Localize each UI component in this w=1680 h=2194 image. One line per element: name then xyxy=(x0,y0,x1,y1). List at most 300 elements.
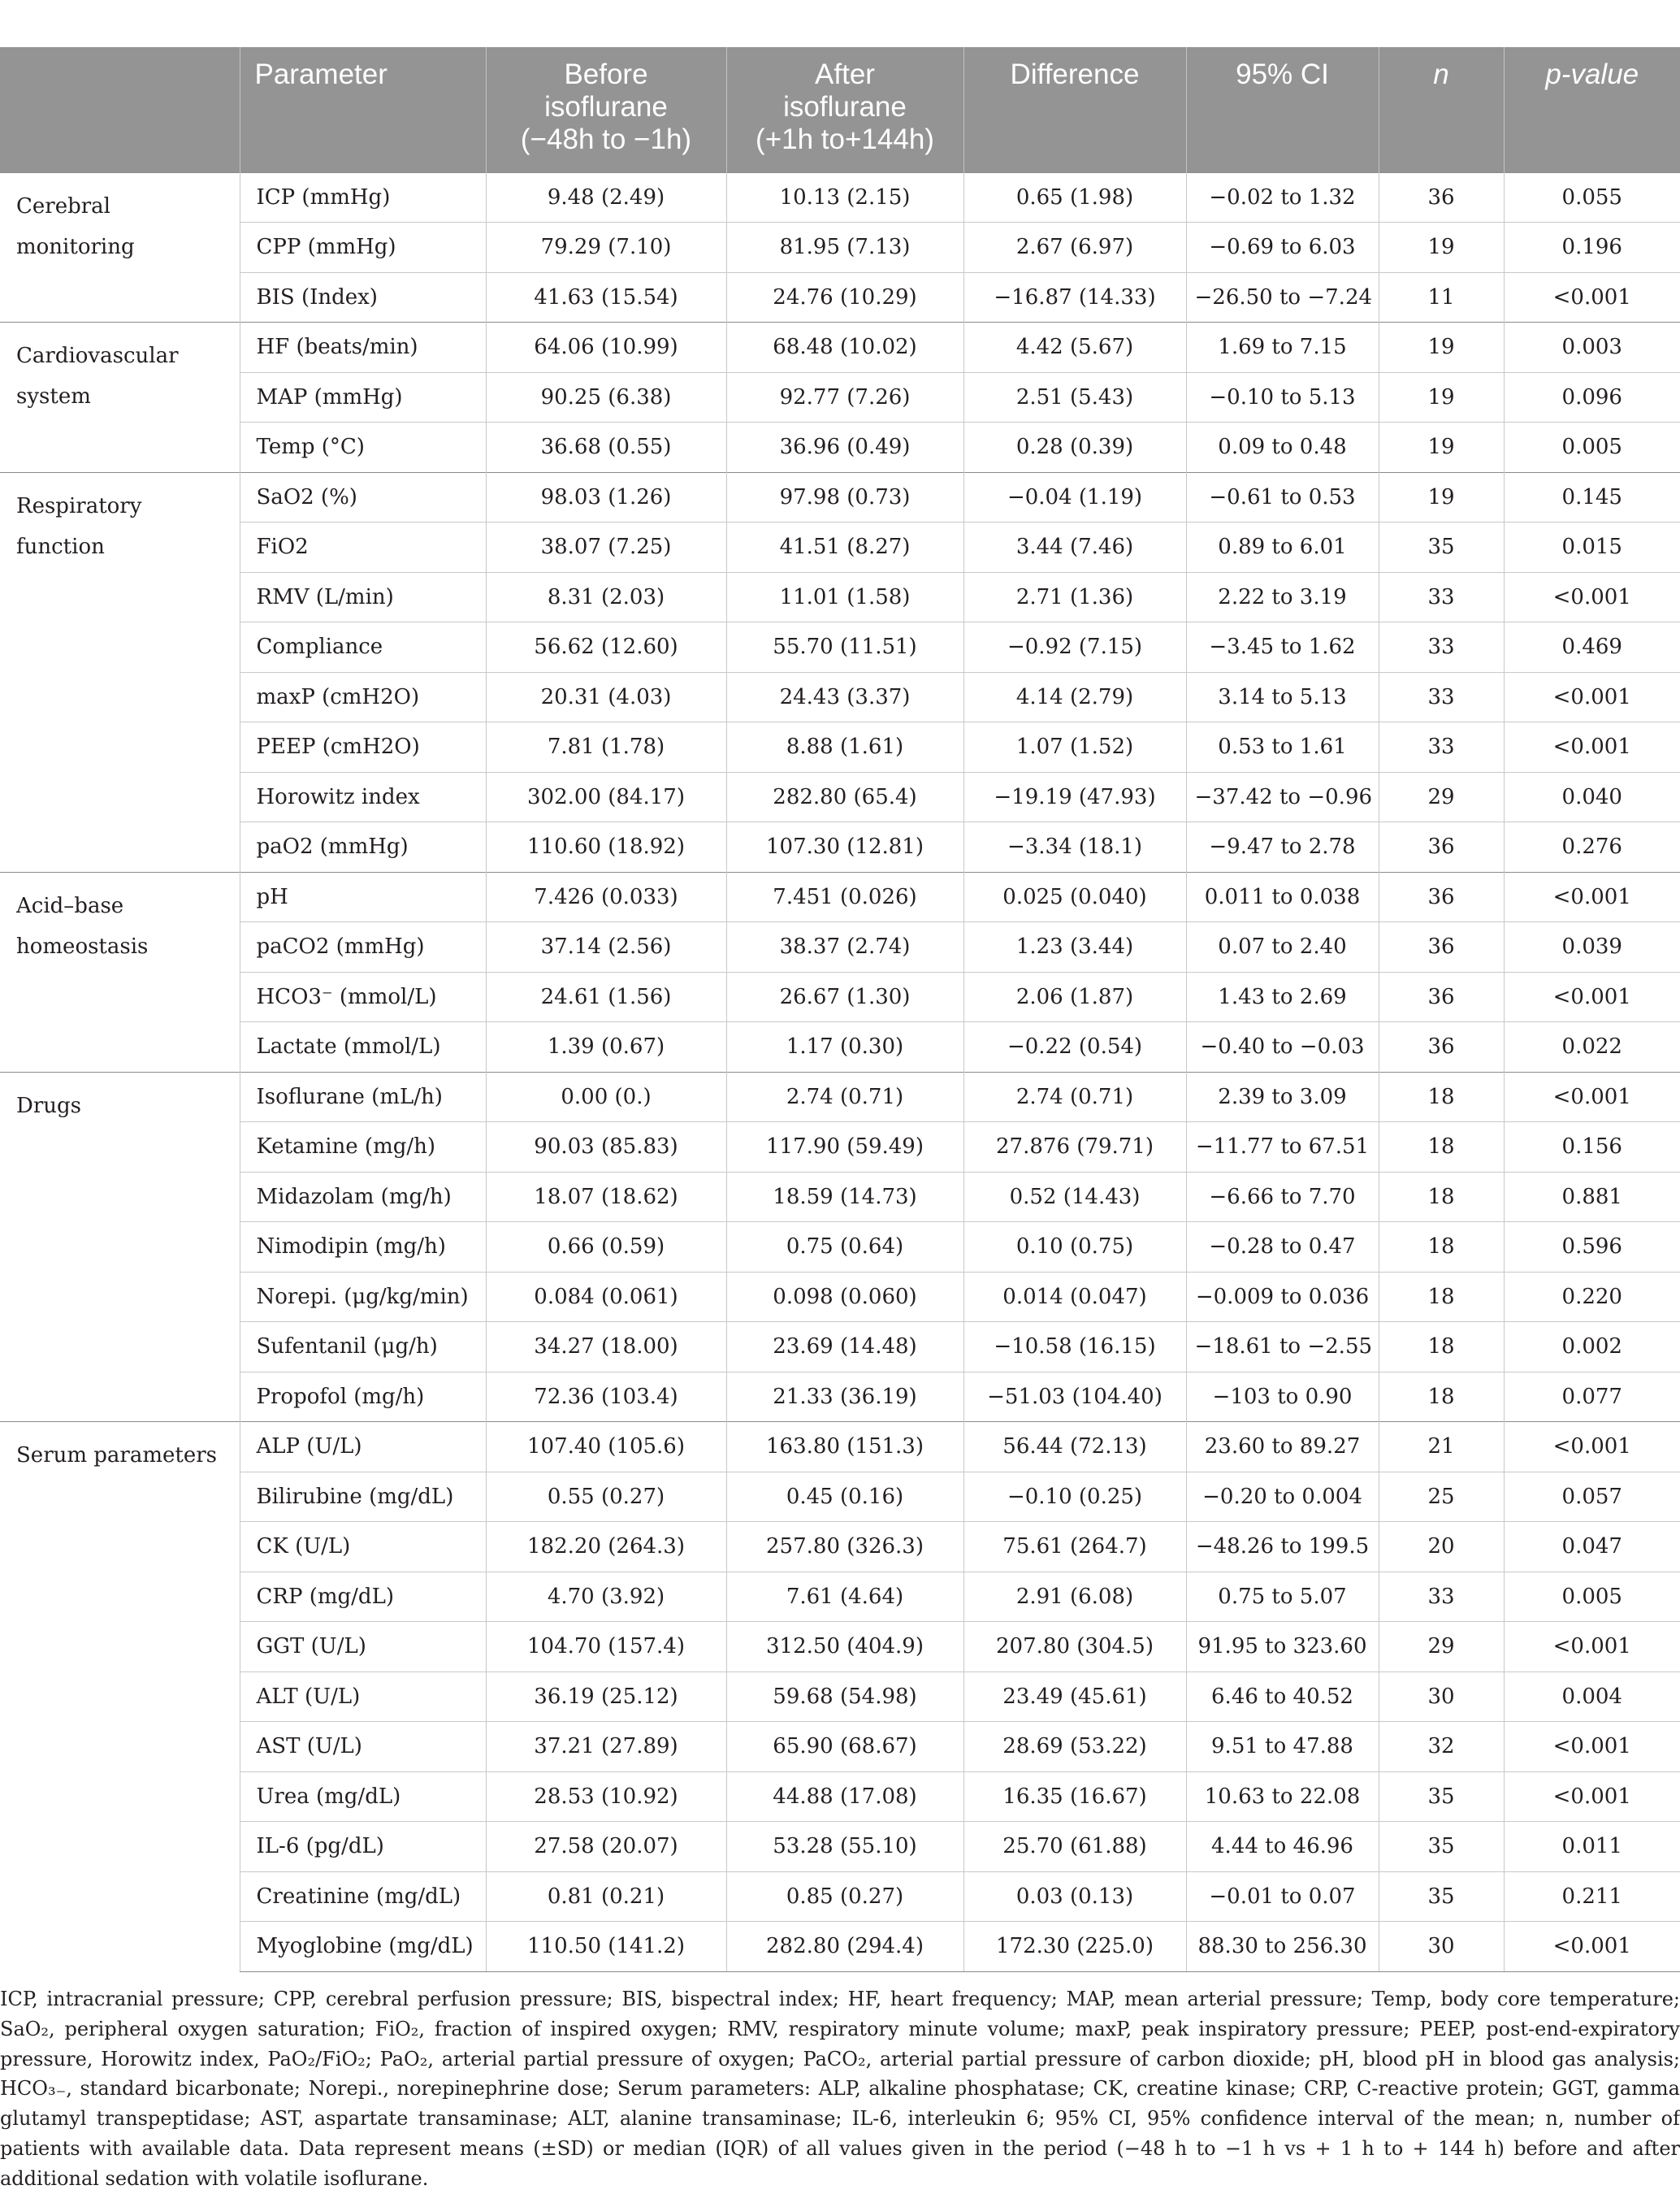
p-value-cell: 0.596 xyxy=(1504,1222,1680,1273)
before-cell: 20.31 (4.03) xyxy=(486,672,726,722)
parameter-cell: SaO2 (%) xyxy=(240,472,486,522)
table-row xyxy=(0,172,1680,223)
difference-cell: 4.42 (5.67) xyxy=(963,323,1186,373)
ci-cell: 3.14 to 5.13 xyxy=(1186,672,1379,722)
n-cell: 36 xyxy=(1379,872,1504,922)
before-cell: 9.48 (2.49) xyxy=(486,172,726,223)
after-cell: 23.69 (14.48) xyxy=(726,1322,963,1372)
n-cell: 19 xyxy=(1379,323,1504,373)
table-row xyxy=(0,1672,1680,1722)
after-cell: 0.45 (0.16) xyxy=(726,1472,963,1522)
header-group xyxy=(0,47,240,172)
p-value-cell: 0.156 xyxy=(1504,1122,1680,1173)
after-cell: 97.98 (0.73) xyxy=(726,472,963,522)
difference-cell: −10.58 (16.15) xyxy=(963,1322,1186,1372)
before-cell: 7.81 (1.78) xyxy=(486,722,726,773)
ci-cell: −0.01 to 0.07 xyxy=(1186,1871,1379,1922)
n-cell: 35 xyxy=(1379,1771,1504,1822)
before-cell: 37.21 (27.89) xyxy=(486,1722,726,1772)
ci-cell: 4.44 to 46.96 xyxy=(1186,1822,1379,1872)
after-cell: 92.77 (7.26) xyxy=(726,372,963,423)
after-cell: 282.80 (65.4) xyxy=(726,772,963,822)
table-row xyxy=(0,1771,1680,1822)
after-cell: 36.96 (0.49) xyxy=(726,423,963,473)
header-difference: Difference xyxy=(963,47,1186,172)
difference-cell: 56.44 (72.13) xyxy=(963,1422,1186,1472)
after-cell: 7.61 (4.64) xyxy=(726,1572,963,1622)
ci-cell: −48.26 to 199.5 xyxy=(1186,1522,1379,1572)
table-body xyxy=(0,172,1680,1971)
parameter-cell: HF (beats/min) xyxy=(240,323,486,373)
ci-cell: −0.009 to 0.036 xyxy=(1186,1272,1379,1322)
table-row xyxy=(0,1622,1680,1672)
difference-cell: 0.52 (14.43) xyxy=(963,1172,1186,1222)
after-cell: 81.95 (7.13) xyxy=(726,223,963,273)
n-cell: 21 xyxy=(1379,1422,1504,1472)
n-cell: 18 xyxy=(1379,1222,1504,1273)
after-cell: 59.68 (54.98) xyxy=(726,1672,963,1722)
parameter-cell: FiO2 xyxy=(240,522,486,573)
after-cell: 55.70 (11.51) xyxy=(726,622,963,673)
before-cell: 28.53 (10.92) xyxy=(486,1771,726,1822)
after-cell: 0.85 (0.27) xyxy=(726,1871,963,1922)
difference-cell: 2.06 (1.87) xyxy=(963,972,1186,1022)
before-cell: 90.03 (85.83) xyxy=(486,1122,726,1173)
difference-cell: 27.876 (79.71) xyxy=(963,1122,1186,1173)
p-value-cell: 0.055 xyxy=(1504,172,1680,223)
before-cell: 90.25 (6.38) xyxy=(486,372,726,423)
table-footnote: ICP, intracranial pressure; CPP, cerebral perfusion pressure; BIS, bispectral index; HF, heart frequency; MAP, mean arterial pressure; Temp, body core temperature; SaO₂, peripheral oxygen saturation; FiO₂, fraction of inspired oxygen; RMV, respiratory minute volume; maxP, peak inspiratory pressure; PEEP, post-end-expiratory pressure, Horowitz index, PaO₂/FiO₂; PaO₂, arterial partial pressure of oxygen; PaCO₂, arterial partial pressure of carbon dioxide; pH, blood pH in blood gas analysis; HCO₃₋, standard bicarbonate; Norepi., norepinephrine dose; Serum parameters: ALP, alkaline phosphatase; CK, creatine kinase; CRP, C-reactive protein; GGT, gamma glutamyl transpeptidase; AST, aspartate transaminase; ALT, alanine transaminase; IL-6, interleukin 6; 95% CI, 95% confidence interval of the mean; n, number of patients with available data. Data represent means (±SD) or median (IQR) of all values given in the period (−48 h to −1 h vs + 1 h to + 144 h) before and after additional sedation with volatile isoflurane. xyxy=(0,1988,1680,2190)
table-row xyxy=(0,1522,1680,1572)
n-cell: 18 xyxy=(1379,1272,1504,1322)
parameter-cell: Bilirubine (mg/dL) xyxy=(240,1472,486,1522)
group-label: Serum parameters xyxy=(0,1422,240,1972)
before-cell: 4.70 (3.92) xyxy=(486,1572,726,1622)
ci-cell: −37.42 to −0.96 xyxy=(1186,772,1379,822)
p-value-cell: 0.276 xyxy=(1504,822,1680,873)
p-value-cell: <0.001 xyxy=(1504,1622,1680,1672)
table-row xyxy=(0,1372,1680,1422)
after-cell: 8.88 (1.61) xyxy=(726,722,963,773)
header-after-line: After xyxy=(815,59,875,90)
parameter-cell: MAP (mmHg) xyxy=(240,372,486,423)
ci-cell: 9.51 to 47.88 xyxy=(1186,1722,1379,1772)
table-row xyxy=(0,1722,1680,1772)
n-cell: 18 xyxy=(1379,1372,1504,1422)
p-value-cell: 0.469 xyxy=(1504,622,1680,673)
before-cell: 0.55 (0.27) xyxy=(486,1472,726,1522)
ci-cell: 0.75 to 5.07 xyxy=(1186,1572,1379,1622)
difference-cell: 16.35 (16.67) xyxy=(963,1771,1186,1822)
group-label: Acid–base homeostasis xyxy=(0,872,240,1072)
ci-cell: 0.53 to 1.61 xyxy=(1186,722,1379,773)
table-row xyxy=(0,572,1680,622)
difference-cell: 1.07 (1.52) xyxy=(963,722,1186,773)
group-label: Respiratory function xyxy=(0,472,240,872)
difference-cell: 172.30 (225.0) xyxy=(963,1922,1186,1972)
after-cell: 0.098 (0.060) xyxy=(726,1272,963,1322)
parameter-cell: maxP (cmH2O) xyxy=(240,672,486,722)
before-cell: 7.426 (0.033) xyxy=(486,872,726,922)
n-cell: 30 xyxy=(1379,1922,1504,1972)
before-cell: 34.27 (18.00) xyxy=(486,1322,726,1372)
difference-cell: 0.65 (1.98) xyxy=(963,172,1186,223)
before-cell: 37.14 (2.56) xyxy=(486,922,726,973)
ci-cell: 6.46 to 40.52 xyxy=(1186,1672,1379,1722)
group-label: Cerebral monitoring xyxy=(0,172,240,323)
difference-cell: 0.025 (0.040) xyxy=(963,872,1186,922)
p-value-cell: <0.001 xyxy=(1504,722,1680,773)
after-cell: 117.90 (59.49) xyxy=(726,1122,963,1173)
parameter-cell: HCO3⁻ (mmol/L) xyxy=(240,972,486,1022)
ci-cell: −0.20 to 0.004 xyxy=(1186,1472,1379,1522)
parameter-cell: Nimodipin (mg/h) xyxy=(240,1222,486,1273)
ci-cell: −0.40 to −0.03 xyxy=(1186,1022,1379,1073)
n-cell: 32 xyxy=(1379,1722,1504,1772)
parameter-cell: Temp (°C) xyxy=(240,423,486,473)
n-cell: 29 xyxy=(1379,772,1504,822)
table-row xyxy=(0,1172,1680,1222)
n-cell: 33 xyxy=(1379,1572,1504,1622)
table-row xyxy=(0,522,1680,573)
table-row xyxy=(0,1871,1680,1922)
parameter-cell: ICP (mmHg) xyxy=(240,172,486,223)
ci-cell: 0.07 to 2.40 xyxy=(1186,922,1379,973)
ci-cell: −0.10 to 5.13 xyxy=(1186,372,1379,423)
difference-cell: −51.03 (104.40) xyxy=(963,1372,1186,1422)
n-cell: 18 xyxy=(1379,1122,1504,1173)
after-cell: 24.43 (3.37) xyxy=(726,672,963,722)
difference-cell: 207.80 (304.5) xyxy=(963,1622,1186,1672)
header-after-line: isoflurane xyxy=(783,91,907,123)
n-cell: 20 xyxy=(1379,1522,1504,1572)
parameter-cell: Midazolam (mg/h) xyxy=(240,1172,486,1222)
ci-cell: −0.61 to 0.53 xyxy=(1186,472,1379,522)
parameter-cell: PEEP (cmH2O) xyxy=(240,722,486,773)
header-before xyxy=(486,47,726,172)
before-cell: 0.084 (0.061) xyxy=(486,1272,726,1322)
after-cell: 21.33 (36.19) xyxy=(726,1372,963,1422)
n-cell: 36 xyxy=(1379,172,1504,223)
header-n-label: n xyxy=(1433,59,1449,90)
after-cell: 10.13 (2.15) xyxy=(726,172,963,223)
n-cell: 19 xyxy=(1379,472,1504,522)
difference-cell: 0.014 (0.047) xyxy=(963,1272,1186,1322)
difference-cell: −16.87 (14.33) xyxy=(963,272,1186,323)
difference-cell: −0.22 (0.54) xyxy=(963,1022,1186,1073)
ci-cell: 2.22 to 3.19 xyxy=(1186,572,1379,622)
before-cell: 36.68 (0.55) xyxy=(486,423,726,473)
parameter-cell: Horowitz index xyxy=(240,772,486,822)
ci-cell: −9.47 to 2.78 xyxy=(1186,822,1379,873)
after-cell: 44.88 (17.08) xyxy=(726,1771,963,1822)
parameter-cell: CPP (mmHg) xyxy=(240,223,486,273)
p-value-cell: <0.001 xyxy=(1504,972,1680,1022)
n-cell: 33 xyxy=(1379,572,1504,622)
p-value-cell: 0.196 xyxy=(1504,223,1680,273)
before-cell: 64.06 (10.99) xyxy=(486,323,726,373)
difference-cell: −3.34 (18.1) xyxy=(963,822,1186,873)
p-value-cell: <0.001 xyxy=(1504,672,1680,722)
p-value-cell: 0.096 xyxy=(1504,372,1680,423)
table-header xyxy=(0,47,1680,172)
parameter-cell: Urea (mg/dL) xyxy=(240,1771,486,1822)
n-cell: 36 xyxy=(1379,822,1504,873)
before-cell: 0.66 (0.59) xyxy=(486,1222,726,1273)
parameter-cell: Isoflurane (mL/h) xyxy=(240,1072,486,1122)
difference-cell: 23.49 (45.61) xyxy=(963,1672,1186,1722)
table-row xyxy=(0,1322,1680,1372)
difference-cell: 0.03 (0.13) xyxy=(963,1871,1186,1922)
difference-cell: −0.04 (1.19) xyxy=(963,472,1186,522)
n-cell: 33 xyxy=(1379,622,1504,673)
group-label: Cardiovascular system xyxy=(0,323,240,473)
before-cell: 56.62 (12.60) xyxy=(486,622,726,673)
ci-cell: 2.39 to 3.09 xyxy=(1186,1072,1379,1122)
data-table xyxy=(0,47,1680,1972)
table-row xyxy=(0,1222,1680,1273)
parameter-cell: paCO2 (mmHg) xyxy=(240,922,486,973)
table-row xyxy=(0,822,1680,873)
before-cell: 98.03 (1.26) xyxy=(486,472,726,522)
parameter-cell: Lactate (mmol/L) xyxy=(240,1022,486,1073)
p-value-cell: 0.220 xyxy=(1504,1272,1680,1322)
difference-cell: 0.28 (0.39) xyxy=(963,423,1186,473)
parameter-cell: AST (U/L) xyxy=(240,1722,486,1772)
parameter-cell: Norepi. (μg/kg/min) xyxy=(240,1272,486,1322)
after-cell: 26.67 (1.30) xyxy=(726,972,963,1022)
difference-cell: 3.44 (7.46) xyxy=(963,522,1186,573)
n-cell: 30 xyxy=(1379,1672,1504,1722)
p-value-cell: 0.003 xyxy=(1504,323,1680,373)
n-cell: 35 xyxy=(1379,1822,1504,1872)
p-value-cell: 0.004 xyxy=(1504,1672,1680,1722)
after-cell: 0.75 (0.64) xyxy=(726,1222,963,1273)
ci-cell: 23.60 to 89.27 xyxy=(1186,1422,1379,1472)
difference-cell: 28.69 (53.22) xyxy=(963,1722,1186,1772)
difference-cell: 2.67 (6.97) xyxy=(963,223,1186,273)
table-row xyxy=(0,1072,1680,1122)
header-before-line: (−48h to −1h) xyxy=(520,124,692,155)
ci-cell: −11.77 to 67.51 xyxy=(1186,1122,1379,1173)
after-cell: 68.48 (10.02) xyxy=(726,323,963,373)
header-p-label: p-value xyxy=(1545,59,1639,90)
after-cell: 7.451 (0.026) xyxy=(726,872,963,922)
ci-cell: −3.45 to 1.62 xyxy=(1186,622,1379,673)
parameter-cell: ALP (U/L) xyxy=(240,1422,486,1472)
difference-cell: −0.10 (0.25) xyxy=(963,1472,1186,1522)
difference-cell: 25.70 (61.88) xyxy=(963,1822,1186,1872)
ci-cell: 0.011 to 0.038 xyxy=(1186,872,1379,922)
p-value-cell: 0.040 xyxy=(1504,772,1680,822)
n-cell: 36 xyxy=(1379,1022,1504,1073)
table-row xyxy=(0,423,1680,473)
parameter-cell: RMV (L/min) xyxy=(240,572,486,622)
difference-cell: −19.19 (47.93) xyxy=(963,772,1186,822)
ci-cell: −26.50 to −7.24 xyxy=(1186,272,1379,323)
before-cell: 72.36 (103.4) xyxy=(486,1372,726,1422)
after-cell: 38.37 (2.74) xyxy=(726,922,963,973)
table-row xyxy=(0,1272,1680,1322)
ci-cell: −6.66 to 7.70 xyxy=(1186,1172,1379,1222)
table-row xyxy=(0,472,1680,522)
ci-cell: 0.89 to 6.01 xyxy=(1186,522,1379,573)
parameter-cell: BIS (Index) xyxy=(240,272,486,323)
header-p-value xyxy=(1504,47,1680,172)
p-value-cell: 0.039 xyxy=(1504,922,1680,973)
difference-cell: 2.74 (0.71) xyxy=(963,1072,1186,1122)
p-value-cell: 0.002 xyxy=(1504,1322,1680,1372)
parameter-cell: Ketamine (mg/h) xyxy=(240,1122,486,1173)
p-value-cell: 0.057 xyxy=(1504,1472,1680,1522)
difference-cell: 2.71 (1.36) xyxy=(963,572,1186,622)
difference-cell: 75.61 (264.7) xyxy=(963,1522,1186,1572)
n-cell: 29 xyxy=(1379,1622,1504,1672)
after-cell: 282.80 (294.4) xyxy=(726,1922,963,1972)
after-cell: 18.59 (14.73) xyxy=(726,1172,963,1222)
n-cell: 25 xyxy=(1379,1472,1504,1522)
p-value-cell: <0.001 xyxy=(1504,1072,1680,1122)
before-cell: 18.07 (18.62) xyxy=(486,1172,726,1222)
before-cell: 41.63 (15.54) xyxy=(486,272,726,323)
after-cell: 163.80 (151.3) xyxy=(726,1422,963,1472)
ci-cell: −0.28 to 0.47 xyxy=(1186,1222,1379,1273)
n-cell: 36 xyxy=(1379,922,1504,973)
n-cell: 33 xyxy=(1379,672,1504,722)
ci-cell: 88.30 to 256.30 xyxy=(1186,1922,1379,1972)
parameter-cell: Compliance xyxy=(240,622,486,673)
n-cell: 35 xyxy=(1379,522,1504,573)
after-cell: 1.17 (0.30) xyxy=(726,1022,963,1073)
table-row xyxy=(0,1022,1680,1073)
before-cell: 0.81 (0.21) xyxy=(486,1871,726,1922)
n-cell: 18 xyxy=(1379,1322,1504,1372)
parameter-cell: pH xyxy=(240,872,486,922)
header-n xyxy=(1379,47,1504,172)
table-row xyxy=(0,323,1680,373)
parameter-cell: Myoglobine (mg/dL) xyxy=(240,1922,486,1972)
p-value-cell: 0.022 xyxy=(1504,1022,1680,1073)
table-row xyxy=(0,1422,1680,1472)
n-cell: 19 xyxy=(1379,423,1504,473)
parameter-cell: IL-6 (pg/dL) xyxy=(240,1822,486,1872)
table-row xyxy=(0,672,1680,722)
before-cell: 79.29 (7.10) xyxy=(486,223,726,273)
ci-cell: 10.63 to 22.08 xyxy=(1186,1771,1379,1822)
difference-cell: 4.14 (2.79) xyxy=(963,672,1186,722)
difference-cell: 0.10 (0.75) xyxy=(963,1222,1186,1273)
before-cell: 27.58 (20.07) xyxy=(486,1822,726,1872)
p-value-cell: 0.011 xyxy=(1504,1822,1680,1872)
n-cell: 18 xyxy=(1379,1072,1504,1122)
before-cell: 104.70 (157.4) xyxy=(486,1622,726,1672)
parameter-cell: Creatinine (mg/dL) xyxy=(240,1871,486,1922)
p-value-cell: 0.881 xyxy=(1504,1172,1680,1222)
p-value-cell: <0.001 xyxy=(1504,1771,1680,1822)
table-row xyxy=(0,872,1680,922)
table-row xyxy=(0,1822,1680,1872)
before-cell: 38.07 (7.25) xyxy=(486,522,726,573)
before-cell: 24.61 (1.56) xyxy=(486,972,726,1022)
n-cell: 11 xyxy=(1379,272,1504,323)
parameter-cell: GGT (U/L) xyxy=(240,1622,486,1672)
table-row xyxy=(0,1122,1680,1173)
ci-cell: 1.69 to 7.15 xyxy=(1186,323,1379,373)
before-cell: 110.60 (18.92) xyxy=(486,822,726,873)
ci-cell: 1.43 to 2.69 xyxy=(1186,972,1379,1022)
parameter-cell: CK (U/L) xyxy=(240,1522,486,1572)
p-value-cell: <0.001 xyxy=(1504,872,1680,922)
n-cell: 19 xyxy=(1379,223,1504,273)
p-value-cell: <0.001 xyxy=(1504,572,1680,622)
ci-cell: −0.02 to 1.32 xyxy=(1186,172,1379,223)
parameter-cell: CRP (mg/dL) xyxy=(240,1572,486,1622)
ci-cell: 91.95 to 323.60 xyxy=(1186,1622,1379,1672)
header-ci: 95% CI xyxy=(1186,47,1379,172)
table-row xyxy=(0,372,1680,423)
difference-cell: 2.91 (6.08) xyxy=(963,1572,1186,1622)
ci-cell: −18.61 to −2.55 xyxy=(1186,1322,1379,1372)
after-cell: 2.74 (0.71) xyxy=(726,1072,963,1122)
difference-cell: 1.23 (3.44) xyxy=(963,922,1186,973)
n-cell: 33 xyxy=(1379,722,1504,773)
p-value-cell: <0.001 xyxy=(1504,1922,1680,1972)
n-cell: 36 xyxy=(1379,972,1504,1022)
n-cell: 19 xyxy=(1379,372,1504,423)
header-parameter: Parameter xyxy=(240,47,486,172)
p-value-cell: <0.001 xyxy=(1504,272,1680,323)
header-after xyxy=(726,47,963,172)
ci-cell: 0.09 to 0.48 xyxy=(1186,423,1379,473)
table-row xyxy=(0,772,1680,822)
p-value-cell: 0.145 xyxy=(1504,472,1680,522)
after-cell: 41.51 (8.27) xyxy=(726,522,963,573)
parameter-cell: ALT (U/L) xyxy=(240,1672,486,1722)
n-cell: 18 xyxy=(1379,1172,1504,1222)
parameter-cell: paO2 (mmHg) xyxy=(240,822,486,873)
before-cell: 8.31 (2.03) xyxy=(486,572,726,622)
ci-cell: −103 to 0.90 xyxy=(1186,1372,1379,1422)
p-value-cell: 0.005 xyxy=(1504,423,1680,473)
before-cell: 182.20 (264.3) xyxy=(486,1522,726,1572)
header-before-line: Before xyxy=(564,59,648,90)
p-value-cell: 0.015 xyxy=(1504,522,1680,573)
table-row xyxy=(0,272,1680,323)
difference-cell: 2.51 (5.43) xyxy=(963,372,1186,423)
before-cell: 36.19 (25.12) xyxy=(486,1672,726,1722)
parameter-cell: Sufentanil (μg/h) xyxy=(240,1322,486,1372)
after-cell: 24.76 (10.29) xyxy=(726,272,963,323)
after-cell: 257.80 (326.3) xyxy=(726,1522,963,1572)
before-cell: 0.00 (0.) xyxy=(486,1072,726,1122)
table-row xyxy=(0,922,1680,973)
p-value-cell: <0.001 xyxy=(1504,1422,1680,1472)
p-value-cell: <0.001 xyxy=(1504,1722,1680,1772)
after-cell: 53.28 (55.10) xyxy=(726,1822,963,1872)
after-cell: 107.30 (12.81) xyxy=(726,822,963,873)
after-cell: 312.50 (404.9) xyxy=(726,1622,963,1672)
table-row xyxy=(0,1922,1680,1972)
header-after-line: (+1h to+144h) xyxy=(756,124,934,155)
group-label: Drugs xyxy=(0,1072,240,1422)
difference-cell: −0.92 (7.15) xyxy=(963,622,1186,673)
table-row xyxy=(0,972,1680,1022)
after-cell: 11.01 (1.58) xyxy=(726,572,963,622)
table-row xyxy=(0,223,1680,273)
p-value-cell: 0.005 xyxy=(1504,1572,1680,1622)
table-row xyxy=(0,622,1680,673)
header-row xyxy=(0,47,1680,172)
